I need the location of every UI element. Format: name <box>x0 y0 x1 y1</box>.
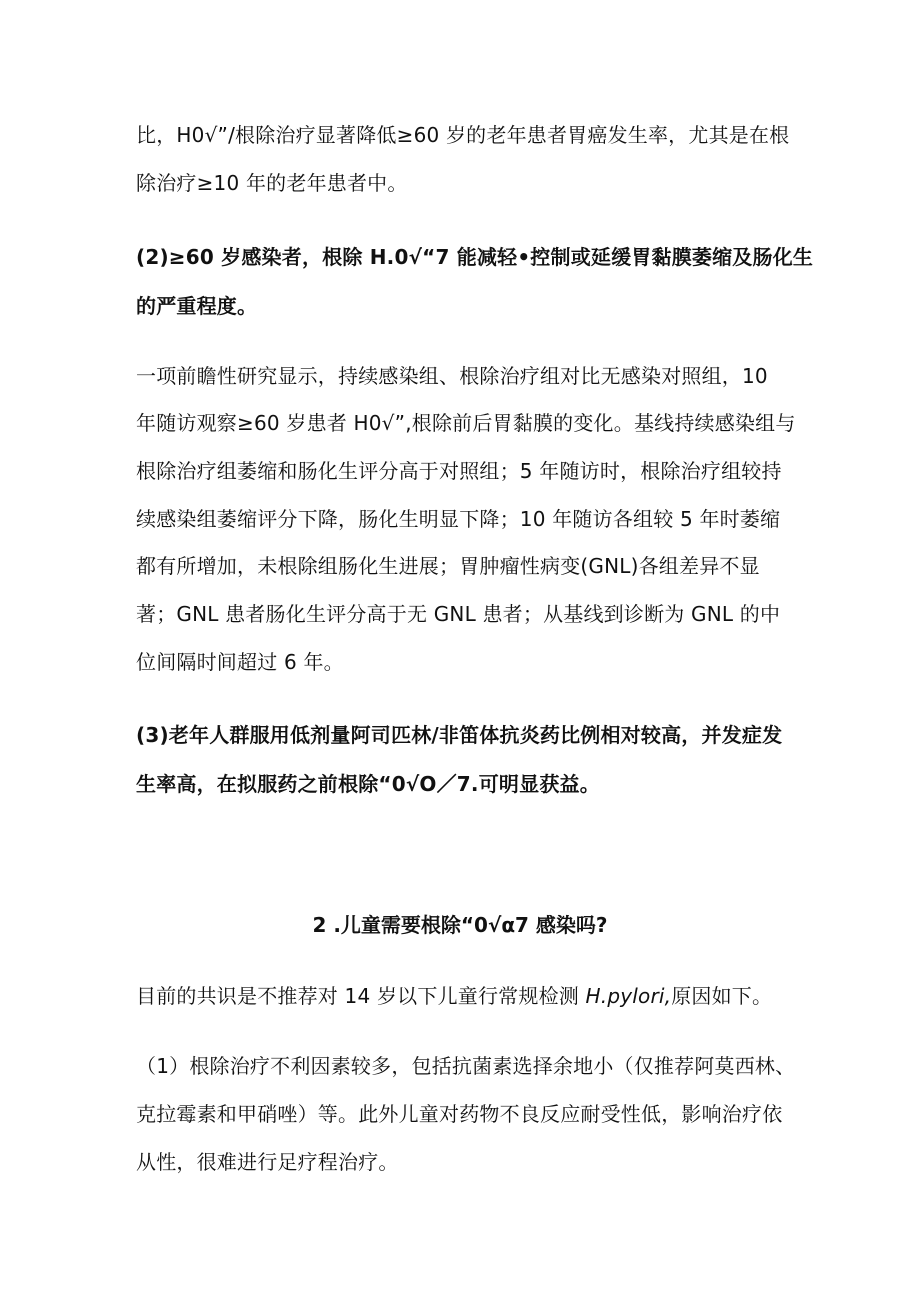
para5-line <box>136 983 772 1009</box>
para3-line7: 位间隔时间超过 6 年。 <box>136 650 344 674</box>
para3-line3: 根除治疗组萎缩和肠化生评分高于对照组；5 年随访时，根除治疗组较持 <box>136 459 782 483</box>
para3-line5: 都有所增加，未根除组肠化生进展；胃肿瘤性病变(GNL)各组差异不显 <box>136 554 760 578</box>
para3-line2: 年随访观察≥60 岁患者 H0√”,根除前后胃黏膜的变化。基线持续感染组与 <box>136 411 796 435</box>
para1-line1: 比，H0√”/根除治疗显著降低≥60 岁的老年患者胃癌发生率，尤其是在根 <box>136 123 790 147</box>
para6-line1: （1）根除治疗不利因素较多，包括抗菌素选择余地小（仅推荐阿莫西林、 <box>136 1054 796 1078</box>
para4-heading-line1: (3)老年人群服用低剂量阿司匹林/非笛体抗炎药比例相对较高，并发症发 <box>136 723 783 747</box>
para3-line6: 著；GNL 患者肠化生评分高于无 GNL 患者；从基线到诊断为 GNL 的中 <box>136 602 781 626</box>
para2-heading-line1: (2)≥60 岁感染者，根除 H.0√“7 能减轻•控制或延缓胃黏膜萎缩及肠化生 <box>136 245 814 269</box>
para3-line1: 一项前瞻性研究显示，持续感染组、根除治疗组对比无感染对照组，10 <box>136 364 768 388</box>
para6-line3: 从性，很难进行足疗程治疗。 <box>136 1150 399 1174</box>
para5-italic-term: H.pylori, <box>585 984 672 1008</box>
para2-heading-line2: 的严重程度。 <box>136 294 258 318</box>
para3-line4: 续感染组萎缩评分下降，肠化生明显下降；10 年随访各组较 5 年时萎缩 <box>136 507 781 531</box>
para4-heading-line2: 生率高，在拟服药之前根除“0√O／7.可明显获益。 <box>136 772 600 796</box>
section2-title: 2 .儿童需要根除“0√α7 感染吗? <box>312 913 608 937</box>
para5-prefix: 目前的共识是不推荐对 14 岁以下儿童行常规检测 <box>136 984 586 1008</box>
para6-line2: 克拉霉素和甲硝唑）等。此外儿童对药物不良反应耐受性低，影响治疗依 <box>136 1102 783 1126</box>
para1-line2: 除治疗≥10 年的老年患者中。 <box>136 171 408 195</box>
para5-suffix: 原因如下。 <box>671 984 773 1008</box>
